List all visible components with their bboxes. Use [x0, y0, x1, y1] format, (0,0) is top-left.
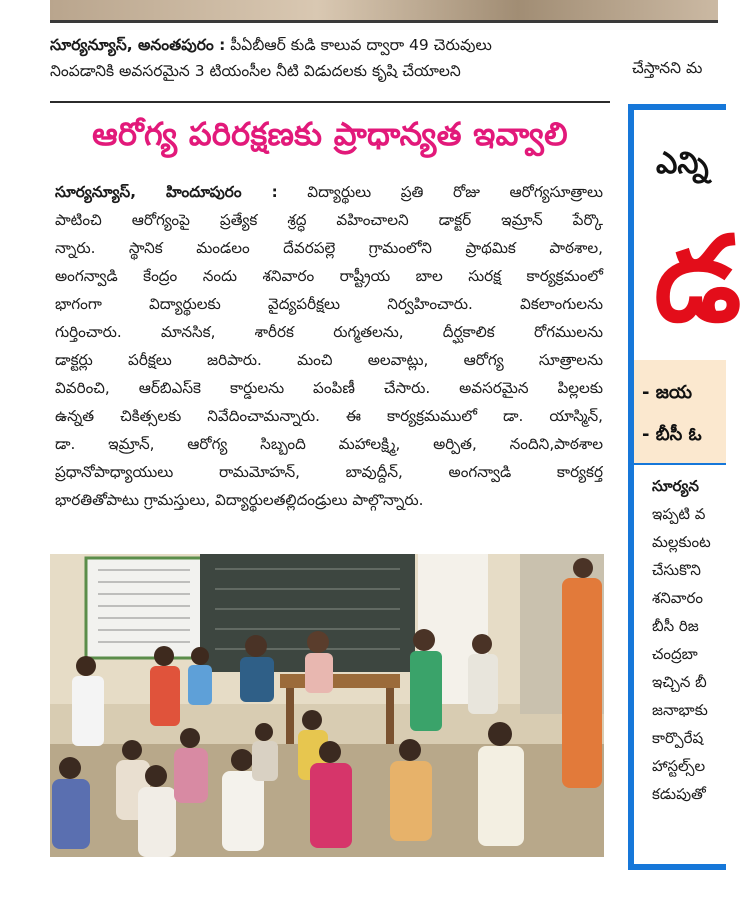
article-byline: సూర్యన్యూస్, హిందూపురం : [55, 183, 278, 201]
article-line: న్నారు. స్థానిక మండలం దేవరపల్లె గ్రామంలోని ప్రాథమిక పాఠశాల, [55, 239, 603, 257]
right-panel-line: చేసుకొని [652, 561, 701, 579]
right-panel-line: శనివారం [652, 589, 704, 607]
article-line: భారతితోపాటు గ్రామస్తులు, విద్యార్థులతల్లిదండ్రులు పాల్గొన్నారు. [55, 491, 424, 509]
right-panel-band-line-2: - బీసీ ఓ [642, 424, 702, 445]
article-body [55, 178, 603, 514]
right-panel-line: ఇచ్చిన బీ [652, 673, 707, 691]
article-line: పాటించి ఆరోగ్యంపై ప్రత్యేక శ్రద్ధ వహించాలని డాక్టర్ ఇమ్రాన్ పేర్కొ [55, 211, 603, 229]
right-panel-line: జనాభాకు [652, 701, 708, 719]
right-panel-highlight-band [634, 360, 726, 463]
article-line-text: విద్యార్థులు ప్రతి రోజు ఆరోగ్యసూత్రాలు [307, 183, 604, 201]
article-line: డా. ఇమ్రాన్, ఆరోగ్య సిబ్బంది మహాలక్ష్మి, అర్పిత, నందిని,పాఠశాల [55, 435, 603, 453]
article-photo [50, 554, 604, 857]
section-rule [50, 101, 610, 103]
right-panel-line: బీసీ రిజ [652, 617, 699, 635]
article-line: గుర్తించారు. మానసిక, శారీరక రుగ్మతలను, దీర్ఘకాలిక రోగములను [55, 323, 603, 341]
article-line: అంగన్వాడి కేంద్రం నందు శనివారం రాష్ట్రీయ బాల సురక్ష కార్యక్రమంలో [55, 267, 603, 285]
right-panel-line: కార్పొరేష [652, 729, 704, 747]
article-line: ఉన్నత చికిత్సలకు నివేదించామన్నారు. ఈ కార్యక్రమములో డా. యాస్మిన్, [55, 407, 603, 425]
right-panel-line: కడుపుతో [652, 785, 706, 803]
top-rule [50, 20, 718, 23]
right-panel-big-red-headline: డ [654, 210, 741, 348]
right-column-continuation: చేస్తానని మ [632, 59, 703, 77]
article-headline: ఆరోగ్య పరిరక్షణకు ప్రాధాన్యత ఇవ్వాలి [92, 115, 568, 153]
previous-article-line-1-text: పీఏబీఆర్ కుడి కాలువ ద్వారా 49 చెరువులు [230, 36, 492, 54]
article-line: డాక్టర్లు పరీక్షలు జరిపారు. మంచి అలవాట్లు, ఆరోగ్య సూత్రాలను [55, 351, 603, 369]
right-panel-band-line-1: - జయ [642, 382, 693, 403]
classroom-photo-illustration [50, 554, 604, 857]
right-panel-line: చంద్రబా [652, 645, 698, 663]
right-panel-line: ఇప్పటి వ [652, 505, 706, 523]
right-panel-line: హాస్టల్స్‌ల [652, 757, 706, 775]
top-photo-strip [50, 0, 718, 20]
right-panel-heading: ఎన్ని [656, 146, 709, 181]
article-line: వివరించి, ఆర్‌బిఎస్‌కె కార్డులను పంపిణీ చేసారు. అవసరమైన పిల్లలకు [55, 379, 603, 397]
article-line: ప్రధానోపాధ్యాయులు రామమోహన్, బావుద్దీన్, అంగన్వాడి కార్యకర్త [55, 463, 603, 481]
article-line: భాగంగా విద్యార్థులకు వైద్యపరీక్షలు నిర్వహించారు. వికలాంగులను [55, 295, 603, 313]
previous-article-byline: సూర్యన్యూస్, అనంతపురం : [50, 36, 226, 54]
previous-article [50, 32, 605, 84]
right-panel-divider [634, 463, 726, 465]
right-side-article-panel [628, 104, 741, 870]
right-panel-body [652, 472, 711, 808]
right-panel-line: మల్లకుంట [652, 533, 711, 551]
previous-article-line-2: నింపడానికి అవసరమైన 3 టియంసీల నీటి విడుదలకు కృషి చేయాలని [50, 62, 461, 80]
previous-article-line-1 [50, 32, 605, 58]
right-panel-byline: సూర్యన [652, 477, 699, 495]
article-line [55, 178, 603, 206]
